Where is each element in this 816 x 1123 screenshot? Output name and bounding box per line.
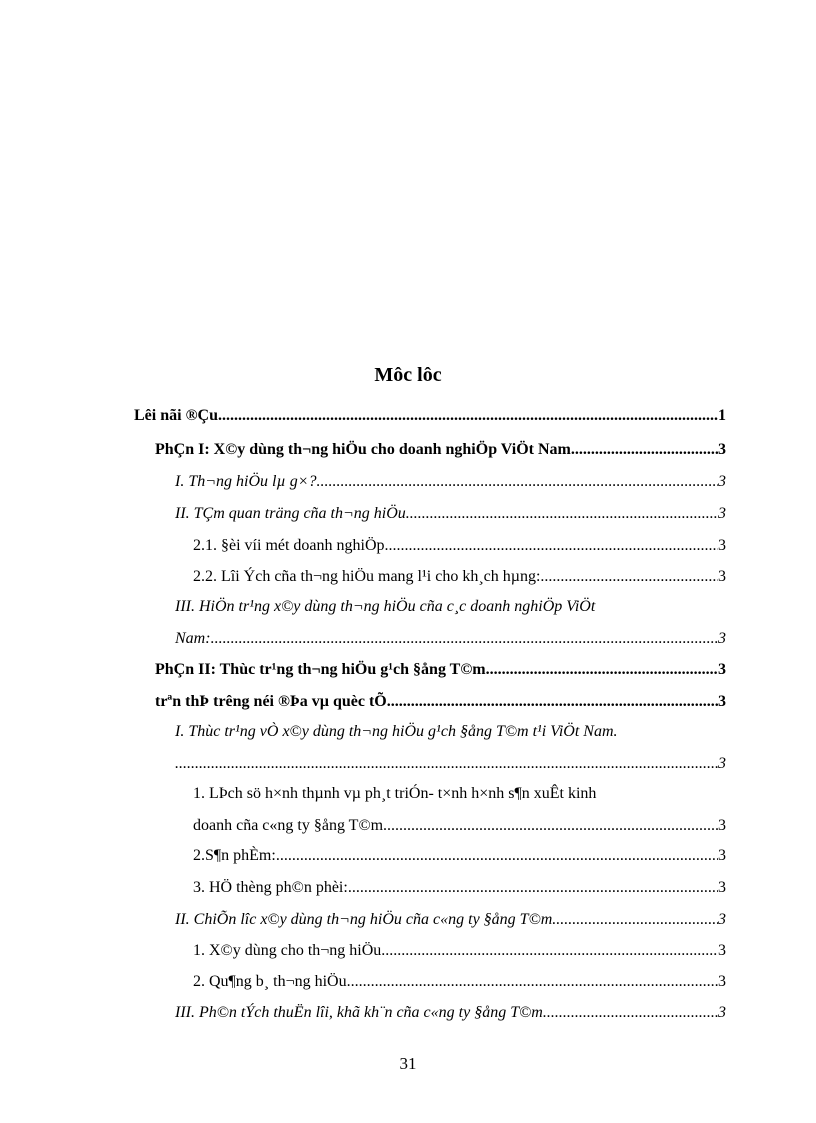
toc-entry-page: 3 — [718, 630, 726, 647]
toc-entry-2-iii[interactable] — [175, 1003, 726, 1023]
toc-entry-text: 2.2. Lîi Ých cña th¬ng hiÖu mang l¹i cho kh¸ch hµng: — [193, 568, 541, 585]
toc-entry-text: II. TÇm quan träng cña th¬ng hiÖu — [175, 505, 406, 522]
toc-entry-text: 1. X©y dùng cho th¬ng hiÖu — [193, 942, 382, 959]
toc-dot-leader — [276, 846, 718, 866]
toc-entry-page: 3 — [718, 661, 726, 678]
toc-dot-leader — [211, 629, 718, 649]
toc-entry-text-continued: doanh cña c«ng ty §ång T©m. — [193, 817, 388, 834]
toc-entry-page: 3 — [718, 973, 726, 990]
toc-entry-page: 3 — [718, 817, 726, 834]
toc-entry-page: 3 — [718, 879, 726, 896]
toc-entry-1-i[interactable] — [175, 472, 726, 492]
toc-dot-leader — [486, 660, 718, 680]
toc-dot-leader — [406, 504, 718, 524]
toc-entry-2-i[interactable] — [175, 722, 726, 774]
toc-dot-leader — [543, 1003, 718, 1023]
toc-entry-text: trªn thÞ trêng néi ®Þa vµ quèc tÕ — [155, 693, 387, 710]
toc-entry-text: III. HiÖn tr¹ng x©y dùng th¬ng hiÖu cña c¸c doanh nghiÖp ViÖt — [175, 598, 596, 615]
toc-dot-leader — [540, 567, 718, 587]
toc-entry-text: I. Th¬ng hiÖu lµ g×? — [175, 473, 317, 490]
toc-entry-2-i-1[interactable] — [193, 784, 726, 836]
toc-entry-text: I. Thùc tr¹ng vÒ x©y dùng th¬ng hiÖu g¹ch §ång T©m t¹i ViÖt Nam. — [175, 723, 618, 740]
toc-entry-1-ii-2-1[interactable] — [193, 536, 726, 556]
toc-entry-page: 3 — [718, 942, 726, 959]
toc-dot-leader — [348, 878, 718, 898]
toc-entry-text: II. ChiÕn lîc x©y dùng th¬ng hiÖu cña c«ng ty §ång T©m — [175, 911, 553, 928]
toc-dot-leader — [218, 406, 718, 426]
toc-entry-page: 3 — [718, 473, 726, 490]
toc-dot-leader — [175, 754, 718, 774]
toc-entry-1-ii[interactable] — [175, 504, 726, 524]
toc-entry-2-ii-2[interactable] — [193, 972, 726, 992]
toc-entry-page: 3 — [718, 441, 726, 458]
toc-entry-2-i-2[interactable] — [193, 846, 726, 866]
toc-entry-page: 3 — [718, 568, 726, 585]
toc-dot-leader — [347, 972, 718, 992]
toc-dot-leader — [552, 910, 718, 930]
toc-entry-introduction[interactable] — [134, 406, 726, 426]
toc-dot-leader — [381, 941, 718, 961]
toc-entry-text: III. Ph©n tÝch thuËn lîi, khã kh¨n cña c«ng ty §ång T©m — [175, 1004, 543, 1021]
toc-entry-text: 2. Qu¶ng b¸ th¬ng hiÖu — [193, 973, 347, 990]
toc-entry-part-1[interactable] — [155, 440, 726, 460]
toc-entry-part-2-cont[interactable] — [155, 692, 726, 712]
page-number: 31 — [399, 1054, 417, 1073]
toc-entry-page: 3 — [718, 847, 726, 864]
toc-entry-text: PhÇn I: X©y dùng th¬ng hiÖu cho doanh nghiÖp ViÖt Nam — [155, 441, 571, 458]
toc-entry-text: 2.1. §èi víi mét doanh nghiÖp — [193, 537, 385, 554]
toc-entry-text: Lêi nãi ®Çu — [134, 407, 218, 424]
toc-dot-leader — [387, 692, 718, 712]
toc-dot-leader — [387, 816, 718, 836]
toc-entry-part-2[interactable] — [155, 660, 726, 680]
toc-entry-text: 2.S¶n phÈm: — [193, 847, 276, 864]
toc-entry-text: 3. HÖ thèng ph©n phèi: — [193, 879, 348, 896]
toc-entry-page: 1 — [718, 407, 726, 424]
toc-entry-2-ii-1[interactable] — [193, 941, 726, 961]
toc-title: Môc lôc — [374, 364, 442, 386]
toc-entry-page: 3 — [718, 537, 726, 554]
toc-entry-text: PhÇn II: Thùc tr¹ng th¬ng hiÖu g¹ch §ång T©m — [155, 661, 486, 678]
toc-entry-page: 3 — [718, 1004, 726, 1021]
toc-entry-2-ii[interactable] — [175, 910, 726, 930]
toc-entry-1-ii-2-2[interactable] — [193, 567, 726, 587]
toc-entry-text-continued: Nam: — [175, 630, 211, 647]
toc-entry-text: 1. LÞch sö h×nh thµnh vµ ph¸t triÓn- t×nh h×nh s¶n xuÊt kinh — [193, 785, 597, 802]
toc-entry-1-iii[interactable] — [175, 597, 726, 649]
toc-entry-page: 3 — [718, 755, 726, 772]
toc-entry-page: 3 — [718, 505, 726, 522]
toc-entry-2-i-3[interactable] — [193, 878, 726, 898]
toc-entry-page: 3 — [718, 911, 726, 928]
toc-entry-page: 3 — [718, 693, 726, 710]
toc-dot-leader — [385, 536, 718, 556]
toc-dot-leader — [316, 472, 718, 492]
toc-dot-leader — [571, 440, 718, 460]
